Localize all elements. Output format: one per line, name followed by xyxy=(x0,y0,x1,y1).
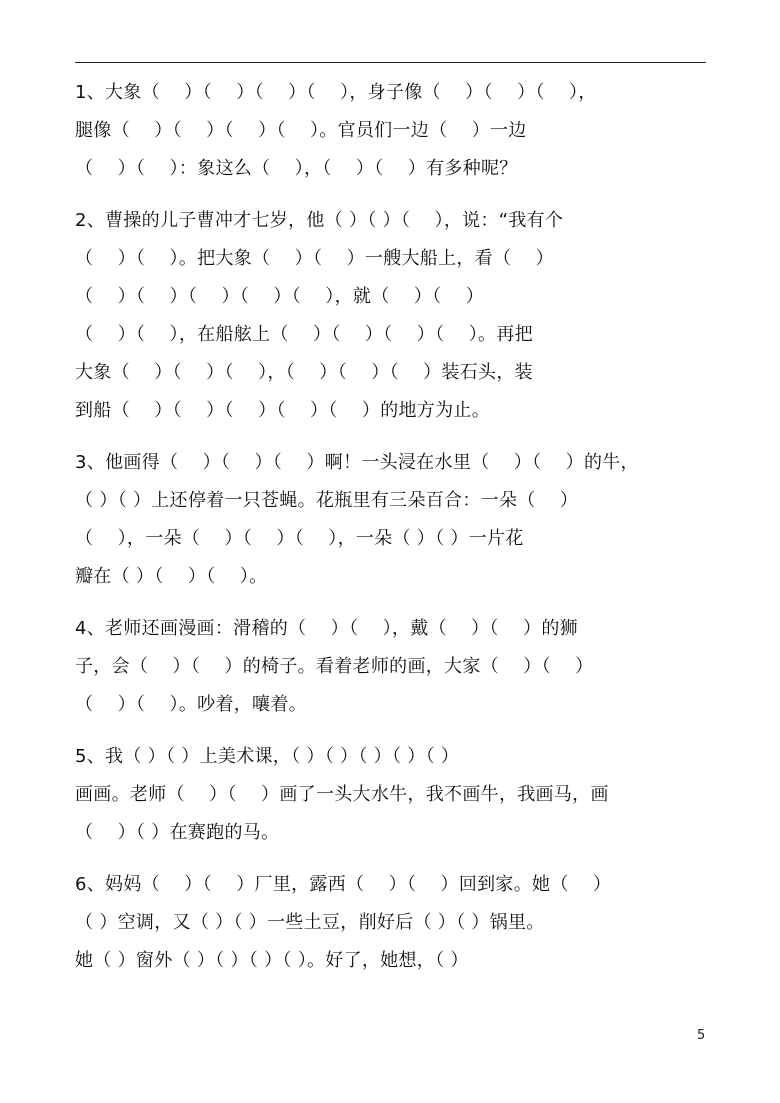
question-line: （ ）（ ）：象这么（ ），（ ）（ ）有多种呢？ xyxy=(75,158,518,179)
page-number: 5 xyxy=(697,1028,706,1043)
question-5 xyxy=(75,738,715,852)
question-line: 子，会（ ）（ ）的椅子。看着老师的画，大家（ ）（ ） xyxy=(75,656,594,677)
question-line: 5、我（ ）（ ）上美术课，（ ）（ ）（ ）（ ）（ ） xyxy=(75,746,460,767)
question-3 xyxy=(75,444,715,596)
question-line: 到船（ ）（ ）（ ）（ ）（ ）的地方为止。 xyxy=(75,400,491,421)
question-4 xyxy=(75,610,715,724)
question-line: （ ）（ ）在赛跑的马。 xyxy=(75,822,280,843)
question-line: 2、曹操的儿子曹冲才七岁，他（ ）（ ）（ ），说：“我有个 xyxy=(75,210,564,231)
question-line: 4、老师还画漫画：滑稽的（ ）（ ），戴（ ）（ ）的狮 xyxy=(75,618,578,639)
question-line: 3、他画得（ ）（ ）（ ）啊！一头浸在水里（ ）（ ）的牛， xyxy=(75,452,639,473)
worksheet-body xyxy=(75,74,715,994)
question-line: 她（ ）窗外（ ）（ ）（ ）（ ）。好了，她想，（ ） xyxy=(75,950,469,971)
question-line: （ ）（ ）上还停着一只苍蝇。花瓶里有三朵百合：一朵（ ） xyxy=(75,490,579,511)
header-rule xyxy=(75,62,706,63)
question-2 xyxy=(75,202,715,430)
question-line: （ ），一朵（ ）（ ）（ ），一朵（ ）（ ）一片花 xyxy=(75,528,524,549)
question-line: 腿像（ ）（ ）（ ）（ ）。官员们一边（ ）一边 xyxy=(75,120,527,141)
question-line: 画画。老师（ ）（ ）画了一头大水牛，我不画牛，我画马，画 xyxy=(75,784,609,805)
question-line: 大象（ ）（ ）（ ），（ ）（ ）（ ）装石头，装 xyxy=(75,362,533,383)
question-line: 瓣在（ ）（ ）（ ）。 xyxy=(75,566,268,587)
question-line: （ ）（ ），在船舷上（ ）（ ）（ ）（ ）。再把 xyxy=(75,324,533,345)
question-line: （ ）（ ）。吵着，嚷着。 xyxy=(75,694,307,715)
question-1 xyxy=(75,74,715,188)
question-line: 1、大象（ ）（ ）（ ）（ ），身子像（ ）（ ）（ ）， xyxy=(75,82,597,103)
question-line: （ ）（ ）（ ）（ ）（ ），就（ ）（ ） xyxy=(75,286,485,307)
question-line: 6、妈妈（ ）（ ）厂里，露西（ ）（ ）回到家。她（ ） xyxy=(75,874,612,895)
question-line: （ ）空调，又（ ）（ ）一些土豆，削好后（ ）（ ）锅里。 xyxy=(75,912,545,933)
question-6 xyxy=(75,866,715,980)
question-line: （ ）（ ）。把大象（ ）（ ）一艘大船上，看（ ） xyxy=(75,248,554,269)
